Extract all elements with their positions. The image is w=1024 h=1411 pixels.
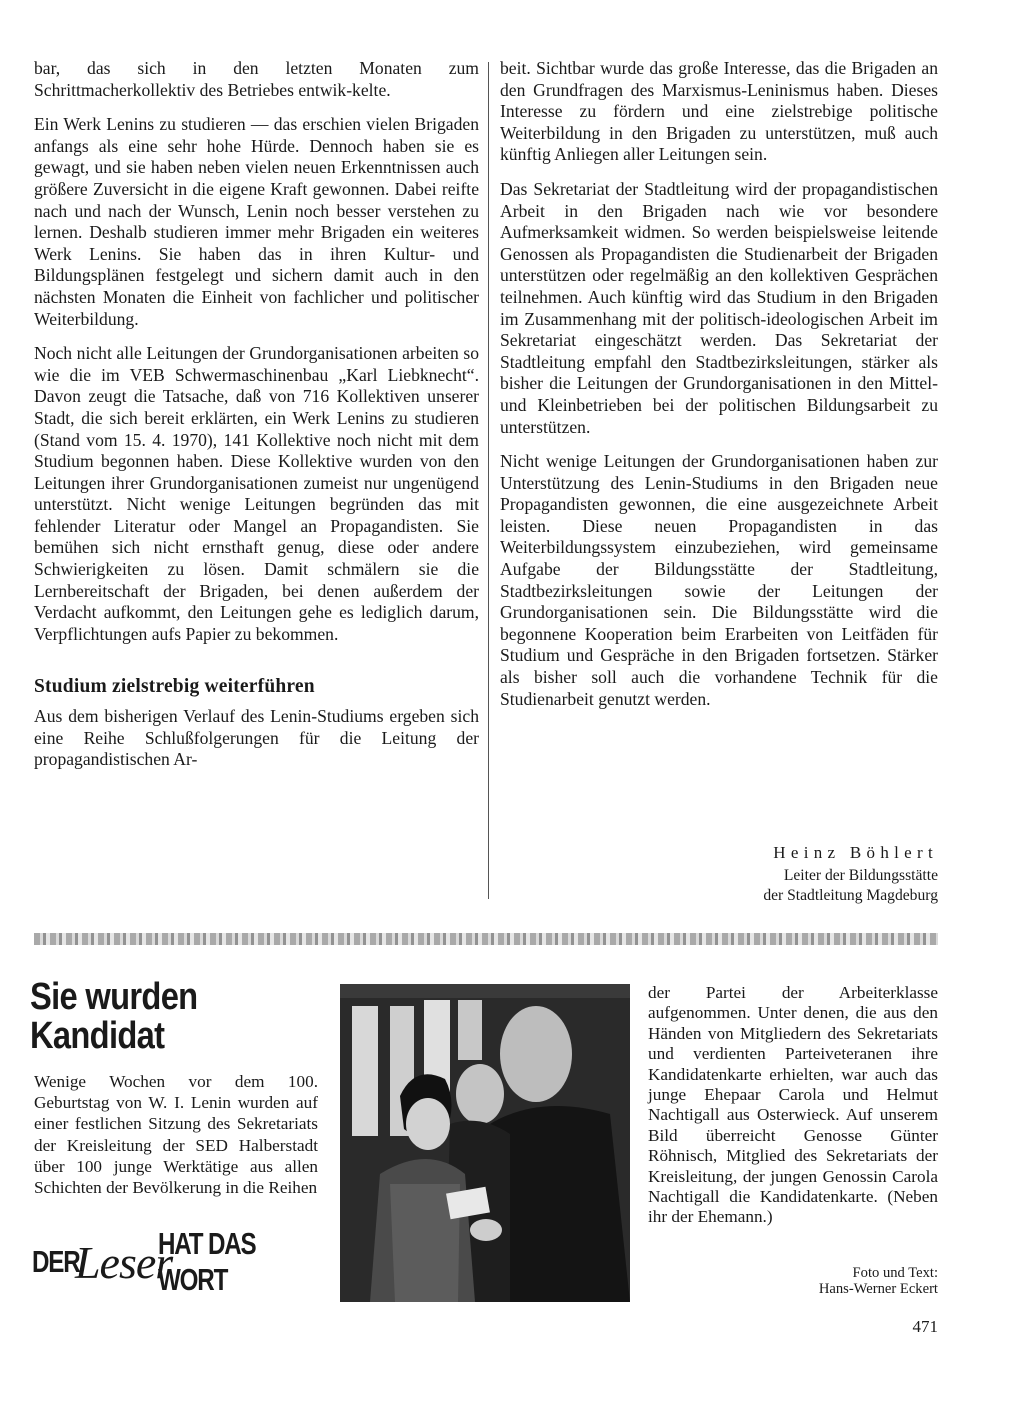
photo-illustration (340, 984, 630, 1302)
article-right-column (500, 58, 938, 723)
news-photo (340, 984, 630, 1302)
article-left-column (34, 58, 479, 784)
logo-script: Leser (74, 1236, 173, 1288)
page-number: 471 (912, 1317, 938, 1336)
article-paragraph: beit. Sichtbar wurde das große Interesse, das die Brigaden an den Grundfragen des Marxismus-Leninismus haben. Dieses Interesse zu fördern und eine zielstrebige politische Weiterbildung in den Brigaden zu unterstützen, muß auch künftig Anliegen aller Leitungen sein. (500, 58, 938, 165)
feature-intro: Wenige Wochen vor dem 100. Geburtstag von W. I. Lenin wurden auf einer festlichen Sitzung des Sekretariats der Kreisleitung der SED Halberstadt über 100 junge Werktätige aus allen Schichten der Bevölkerung in die Reihen (34, 1072, 318, 1198)
photo-credit (700, 1265, 938, 1298)
headline-line: Sie wurden (30, 976, 198, 1018)
credit-name: Hans-Werner Eckert (818, 1281, 938, 1298)
feature-headline (30, 978, 288, 1056)
headline-line: Kandidat (30, 1015, 165, 1057)
logo-part: HAT DAS WORT (158, 1226, 256, 1297)
logo-part: DER (32, 1244, 80, 1279)
section-divider (34, 933, 938, 945)
credit-label: Foto und Text: (852, 1265, 938, 1281)
article-paragraph: bar, das sich in den letzten Monaten zum Schrittmacherkollektiv des Betriebes entwik-kelte. (34, 58, 479, 100)
photo-caption: der Partei der Arbeiterklasse aufgenommen. Unter denen, die aus den Händen von Mitgliedern des Sekretariats und verdienten Parteiveteranen ihre Kandidatenkarte erhielten, war auch das junge Ehepaar Carola und Helmut Nachtigall aus Osterwieck. Auf unserem Bild überreicht Genosse Günter Röhnisch, Mitglied des Sekretariats der Kreisleitung, der jungen Genossin Carola Nachtigall die Kandidatenkarte. (Neben ihr der Ehemann.) (648, 983, 938, 1227)
article-paragraph: Ein Werk Lenins zu studieren — das erschien vielen Brigaden anfangs als eine sehr hohe Hürde. Dennoch haben sie es gewagt, und sie haben neben vielen neuen Erkenntnissen auch größere Zuversicht in die eigene Kraft gewonnen. Dabei reifte nach und nach der Wunsch, Lenin noch besser verstehen zu lernen. Deshalb studieren immer mehr Brigaden ein weiteres Werk Lenins. Sie haben das in ihren Kultur- und Bildungsplänen festgelegt und sichern damit auch in den nächsten Monaten die Einheit von fachlicher und politischer Weiterbildung. (34, 114, 479, 329)
article-paragraph: Nicht wenige Leitungen der Grundorganisationen haben zur Unterstützung des Lenin-Studiums in den Brigaden neue Propagandisten gewonnen, die eine ausgezeichnete Arbeit leisten. Diese neuen Propagandisten in das Weiterbildungssystem einzubeziehen, wird gemeinsame Aufgabe der Bildungsstätte der Stadtleitung, Stadtbezirksleitungen sowie der Leitungen der Grundorganisationen sein. Die Bildungsstätte wird die begonnene Kooperation beim Erarbeiten von Leitfäden für Studium und Gespräche in den Brigaden fortsetzen. Stärker als bisher soll auch die vorhandene Technik für die Studienarbeit genutzt werden. (500, 451, 938, 709)
column-divider (488, 62, 489, 899)
article-paragraph: Das Sekretariat der Stadtleitung wird der propagandistischen Arbeit in den Brigaden nach wie vor besondere Aufmerksamkeit widmen. So werden beispielsweise leitende Genossen als Propagandisten die Studienarbeit der Brigaden unterstützen oder regelmäßig an den kollektiven Gesprächen teilnehmen. Auch künftig wird das Studium in den Brigaden im Zusammenhang mit der politisch-ideologischen Arbeit im Sekretariat eingeschätzt werden. Das Sekretariat der Stadtleitung empfahl den Stadtbezirksleitungen, stärker als bisher die Leitungen der Grundorganisationen in den Mittel- und Kleinbetrieben bei der politischen Bildungsarbeit zu unterstützen. (500, 178, 938, 437)
section-logo (32, 1226, 310, 1297)
author-role: Leiter der Bildungsstätte (783, 867, 938, 884)
article-paragraph: Noch nicht alle Leitungen der Grundorganisationen arbeiten so wie die im VEB Schwermaschinenbau „Karl Liebknecht“. Davon zeugt die Tatsache, daß von 716 Kollektiven unserer Stadt, die sich bereit erklärten, ein Werk Lenins zu studieren (Stand vom 15. 4. 1970), 141 Kollektive noch nicht mit dem Studium begonnen haben. Diese Kollektive wurden von den Leitungen ihrer Grundorganisationen zumeist nur ungenügend unterstützt. Nicht wenige Leitungen begründen das mit fehlender Literatur oder Mangel an Propagandisten. Sie bemühen sich nicht ernsthaft genug, diese oder andere Schwierigkeiten zu lösen. Damit schmälern sie die Lernbereitschaft der Brigaden, bei denen außerdem der Verdacht aufkommt, den Leitungen gehe es lediglich darum, Verpflichtungen aufs Papier zu bekommen. (34, 343, 479, 644)
author-organization: der Stadtleitung Magdeburg (763, 887, 938, 904)
author-name: Heinz Böhlert (773, 843, 938, 862)
article-subheading: Studium zielstrebig weiterführen (34, 676, 315, 698)
article-paragraph: Aus dem bisherigen Verlauf des Lenin-Studiums ergeben sich eine Reihe Schlußfolgerungen für die Leitung der propagandistischen Ar- (34, 706, 479, 770)
